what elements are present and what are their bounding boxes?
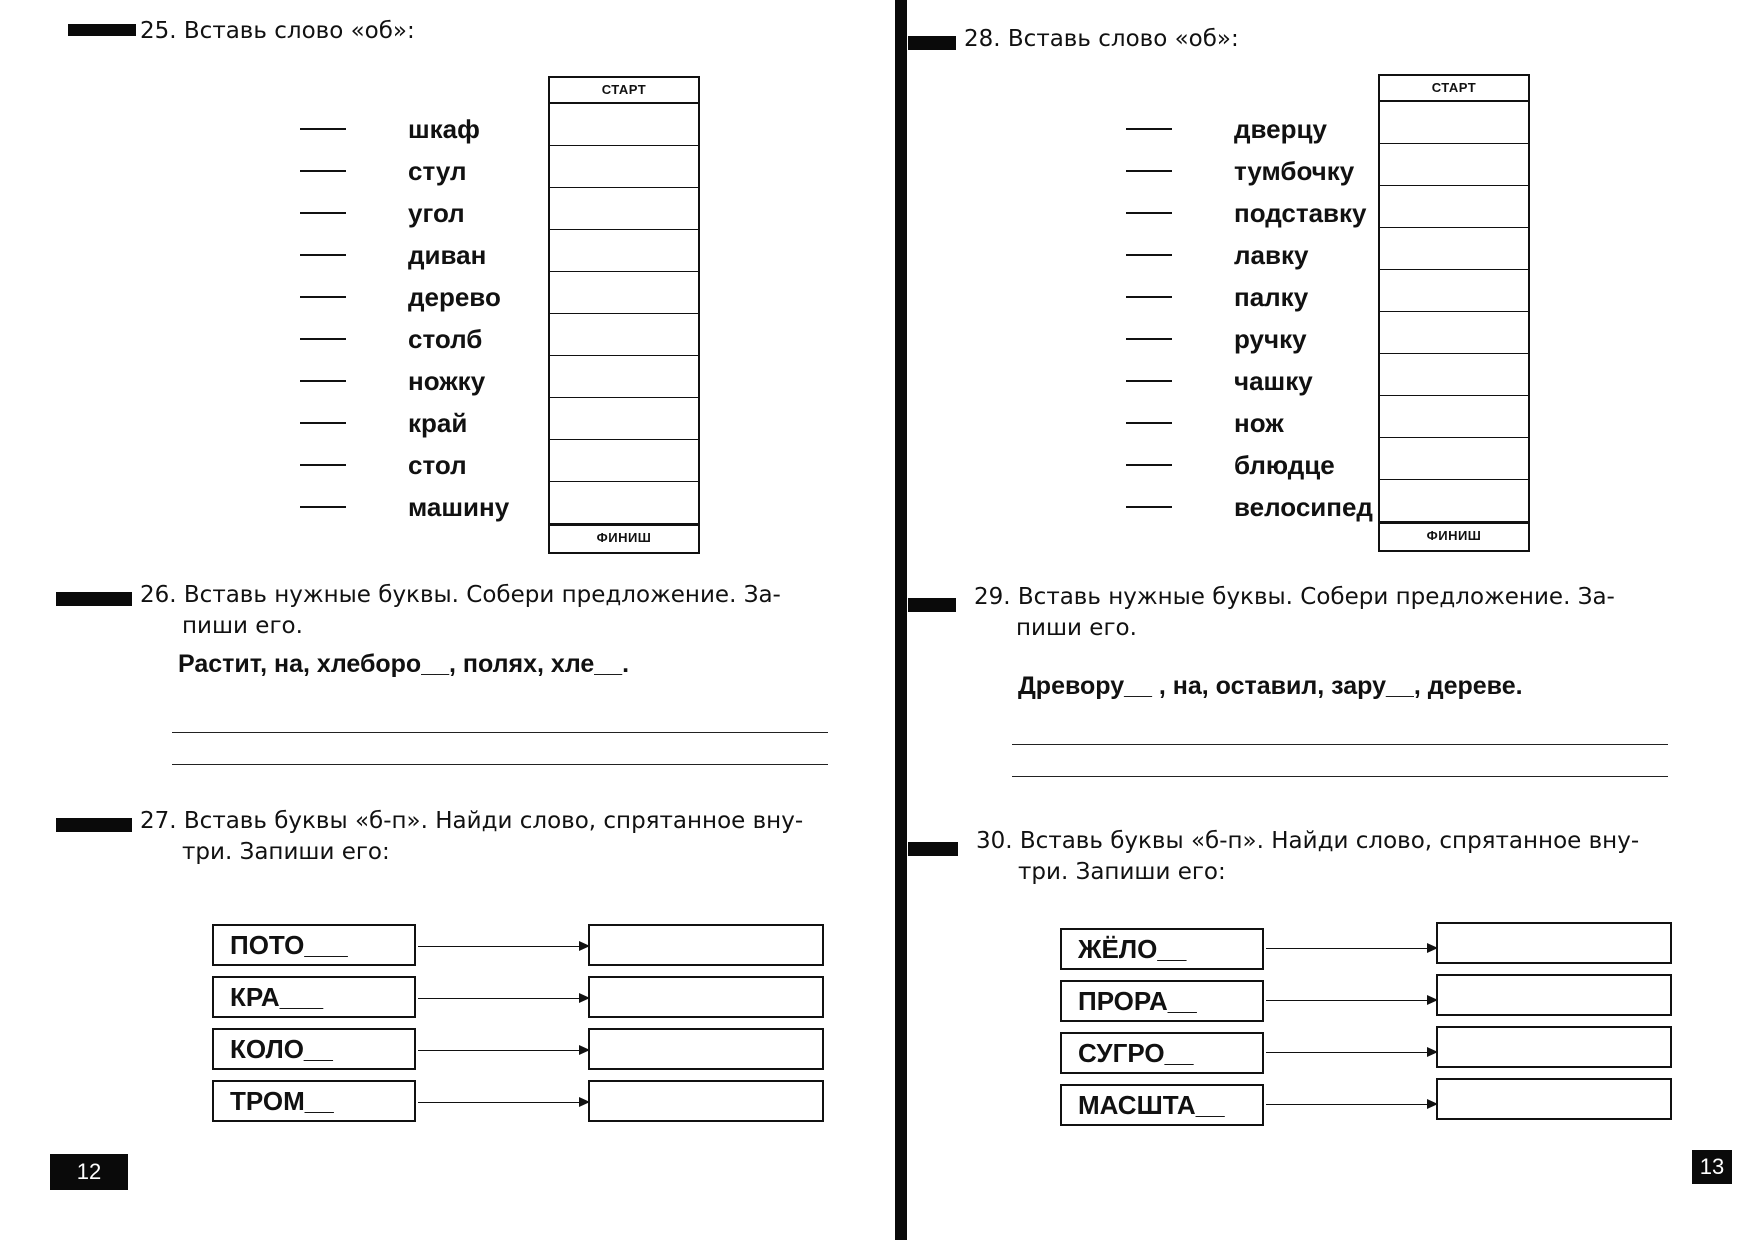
answer-blank[interactable] bbox=[300, 464, 346, 466]
word: блюдце bbox=[1234, 449, 1335, 480]
arrow bbox=[418, 1102, 588, 1103]
word: подставку bbox=[1234, 197, 1367, 228]
word: ножку bbox=[408, 365, 486, 396]
word-row bbox=[300, 154, 466, 188]
word: палку bbox=[1234, 281, 1309, 312]
word-row bbox=[300, 196, 465, 230]
source-word-box: ПОТО___ bbox=[212, 924, 416, 966]
word: шкаф bbox=[408, 113, 480, 144]
word-row bbox=[1126, 364, 1313, 398]
arrow bbox=[418, 998, 588, 999]
answer-blank[interactable] bbox=[300, 380, 346, 382]
word-row bbox=[1126, 490, 1373, 524]
answer-blank[interactable] bbox=[300, 296, 346, 298]
answer-blank[interactable] bbox=[1126, 506, 1172, 508]
ladder-start-label: СТАРТ bbox=[1380, 76, 1528, 102]
word: ручку bbox=[1234, 323, 1307, 354]
start-finish-ladder bbox=[1378, 74, 1530, 552]
word-row bbox=[300, 406, 467, 440]
word: тумбочку bbox=[1234, 155, 1355, 186]
answer-blank[interactable] bbox=[1126, 170, 1172, 172]
ladder-cell[interactable] bbox=[550, 272, 698, 314]
title-line: 29. Вставь нужные буквы. Собери предложение. За- bbox=[974, 584, 1615, 610]
ladder-cell[interactable] bbox=[550, 188, 698, 230]
arrow bbox=[1266, 1052, 1436, 1053]
title-line: три. Запиши его: bbox=[182, 839, 390, 865]
exercise-27-title bbox=[140, 806, 803, 868]
word-row bbox=[300, 322, 482, 356]
word-row bbox=[1126, 448, 1335, 482]
answer-blank[interactable] bbox=[300, 254, 346, 256]
writing-line[interactable] bbox=[172, 732, 828, 733]
answer-blank[interactable] bbox=[300, 212, 346, 214]
exercise-marker bbox=[56, 592, 132, 606]
word-row bbox=[300, 238, 486, 272]
ladder-finish-label: ФИНИШ bbox=[550, 524, 698, 550]
word: край bbox=[408, 407, 468, 438]
word: чашку bbox=[1234, 365, 1313, 396]
exercise-29-sentence: Древору__ , на, оставил, зару__, дереве. bbox=[1018, 672, 1523, 700]
exercise-28-title: 28. Вставь слово «об»: bbox=[964, 26, 1239, 52]
start-finish-ladder bbox=[548, 76, 700, 554]
title-line: три. Запиши его: bbox=[1018, 859, 1226, 885]
exercise-marker bbox=[908, 842, 958, 856]
exercise-marker bbox=[908, 598, 956, 612]
exercise-marker bbox=[908, 36, 956, 50]
answer-blank[interactable] bbox=[300, 338, 346, 340]
source-word-box: СУГРО__ bbox=[1060, 1032, 1264, 1074]
ladder-cell[interactable] bbox=[550, 482, 698, 524]
answer-box[interactable] bbox=[1436, 922, 1672, 964]
title-line: 30. Вставь буквы «б-п». Найди слово, спрятанное вну- bbox=[976, 828, 1640, 854]
answer-blank[interactable] bbox=[1126, 296, 1172, 298]
writing-line[interactable] bbox=[1012, 776, 1668, 777]
word: стол bbox=[408, 449, 467, 480]
source-word-box: МАСШТА__ bbox=[1060, 1084, 1264, 1126]
ladder-cell[interactable] bbox=[550, 356, 698, 398]
word-row bbox=[300, 364, 485, 398]
ladder-cell[interactable] bbox=[1380, 438, 1528, 480]
ladder-cell[interactable] bbox=[1380, 228, 1528, 270]
answer-blank[interactable] bbox=[1126, 128, 1172, 130]
word-row bbox=[1126, 406, 1284, 440]
word-row bbox=[300, 280, 501, 314]
word-row bbox=[1126, 154, 1354, 188]
word-row bbox=[1126, 280, 1308, 314]
ladder-cell[interactable] bbox=[1380, 396, 1528, 438]
ladder-cell[interactable] bbox=[550, 314, 698, 356]
title-line: 27. Вставь буквы «б-п». Найди слово, спрятанное вну- bbox=[140, 808, 804, 834]
answer-blank[interactable] bbox=[300, 422, 346, 424]
source-word-box: ТРОМ__ bbox=[212, 1080, 416, 1122]
ladder-cell[interactable] bbox=[550, 230, 698, 272]
answer-blank[interactable] bbox=[1126, 212, 1172, 214]
word-row bbox=[300, 112, 480, 146]
exercise-25-title: 25. Вставь слово «об»: bbox=[140, 18, 415, 44]
ladder-cell[interactable] bbox=[550, 104, 698, 146]
word: машину bbox=[408, 491, 510, 522]
word-row bbox=[300, 448, 467, 482]
word: дверцу bbox=[1234, 113, 1327, 144]
word-row bbox=[1126, 322, 1307, 356]
ladder-cell[interactable] bbox=[1380, 312, 1528, 354]
ladder-cell[interactable] bbox=[550, 440, 698, 482]
exercise-marker bbox=[56, 818, 132, 832]
exercise-26-title bbox=[140, 580, 781, 642]
answer-box[interactable] bbox=[588, 1080, 824, 1122]
word: диван bbox=[408, 239, 487, 270]
answer-blank[interactable] bbox=[1126, 464, 1172, 466]
answer-blank[interactable] bbox=[300, 128, 346, 130]
answer-box[interactable] bbox=[1436, 974, 1672, 1016]
answer-blank[interactable] bbox=[1126, 380, 1172, 382]
word-row bbox=[300, 490, 509, 524]
ladder-cell[interactable] bbox=[1380, 186, 1528, 228]
answer-box[interactable] bbox=[1436, 1026, 1672, 1068]
word-row bbox=[1126, 196, 1367, 230]
word: лавку bbox=[1234, 239, 1309, 270]
writing-line[interactable] bbox=[172, 764, 828, 765]
title-line: пиши его. bbox=[1016, 615, 1137, 641]
answer-blank[interactable] bbox=[300, 506, 346, 508]
answer-blank[interactable] bbox=[300, 170, 346, 172]
word: угол bbox=[408, 197, 465, 228]
exercise-26-sentence: Растит, на, хлеборо__, полях, хле__. bbox=[178, 650, 630, 678]
word-row bbox=[1126, 112, 1327, 146]
ladder-cell[interactable] bbox=[1380, 354, 1528, 396]
ladder-cell[interactable] bbox=[1380, 102, 1528, 144]
word: столб bbox=[408, 323, 483, 354]
word-row bbox=[1126, 238, 1308, 272]
title-line: 26. Вставь нужные буквы. Собери предложение. За- bbox=[140, 582, 781, 608]
source-word-box: КОЛО__ bbox=[212, 1028, 416, 1070]
answer-box[interactable] bbox=[588, 976, 824, 1018]
arrow bbox=[1266, 1104, 1436, 1105]
word: нож bbox=[1234, 407, 1284, 438]
answer-blank[interactable] bbox=[1126, 338, 1172, 340]
answer-blank[interactable] bbox=[1126, 254, 1172, 256]
ladder-finish-label: ФИНИШ bbox=[1380, 522, 1528, 548]
exercise-29-title bbox=[974, 582, 1615, 644]
ladder-cell[interactable] bbox=[550, 398, 698, 440]
ladder-start-label: СТАРТ bbox=[550, 78, 698, 104]
arrow bbox=[418, 946, 588, 947]
arrow bbox=[1266, 1000, 1436, 1001]
page-number: 13 bbox=[1692, 1150, 1732, 1184]
title-line: пиши его. bbox=[182, 613, 303, 639]
source-word-box: ПРОРА__ bbox=[1060, 980, 1264, 1022]
answer-box[interactable] bbox=[588, 924, 824, 966]
word: стул bbox=[408, 155, 467, 186]
answer-box[interactable] bbox=[588, 1028, 824, 1070]
answer-blank[interactable] bbox=[1126, 422, 1172, 424]
word: велосипед bbox=[1234, 491, 1373, 522]
exercise-30-title bbox=[976, 826, 1639, 888]
ladder-cell[interactable] bbox=[1380, 270, 1528, 312]
word: дерево bbox=[408, 281, 501, 312]
ladder-cell[interactable] bbox=[1380, 480, 1528, 522]
exercise-marker bbox=[68, 24, 136, 36]
source-word-box: КРА___ bbox=[212, 976, 416, 1018]
source-word-box: ЖЁЛО__ bbox=[1060, 928, 1264, 970]
arrow bbox=[1266, 948, 1436, 949]
answer-box[interactable] bbox=[1436, 1078, 1672, 1120]
page-number: 12 bbox=[50, 1154, 128, 1190]
ladder-cell[interactable] bbox=[1380, 144, 1528, 186]
ladder-cell[interactable] bbox=[550, 146, 698, 188]
arrow bbox=[418, 1050, 588, 1051]
writing-line[interactable] bbox=[1012, 744, 1668, 745]
page-13 bbox=[908, 0, 1754, 1240]
